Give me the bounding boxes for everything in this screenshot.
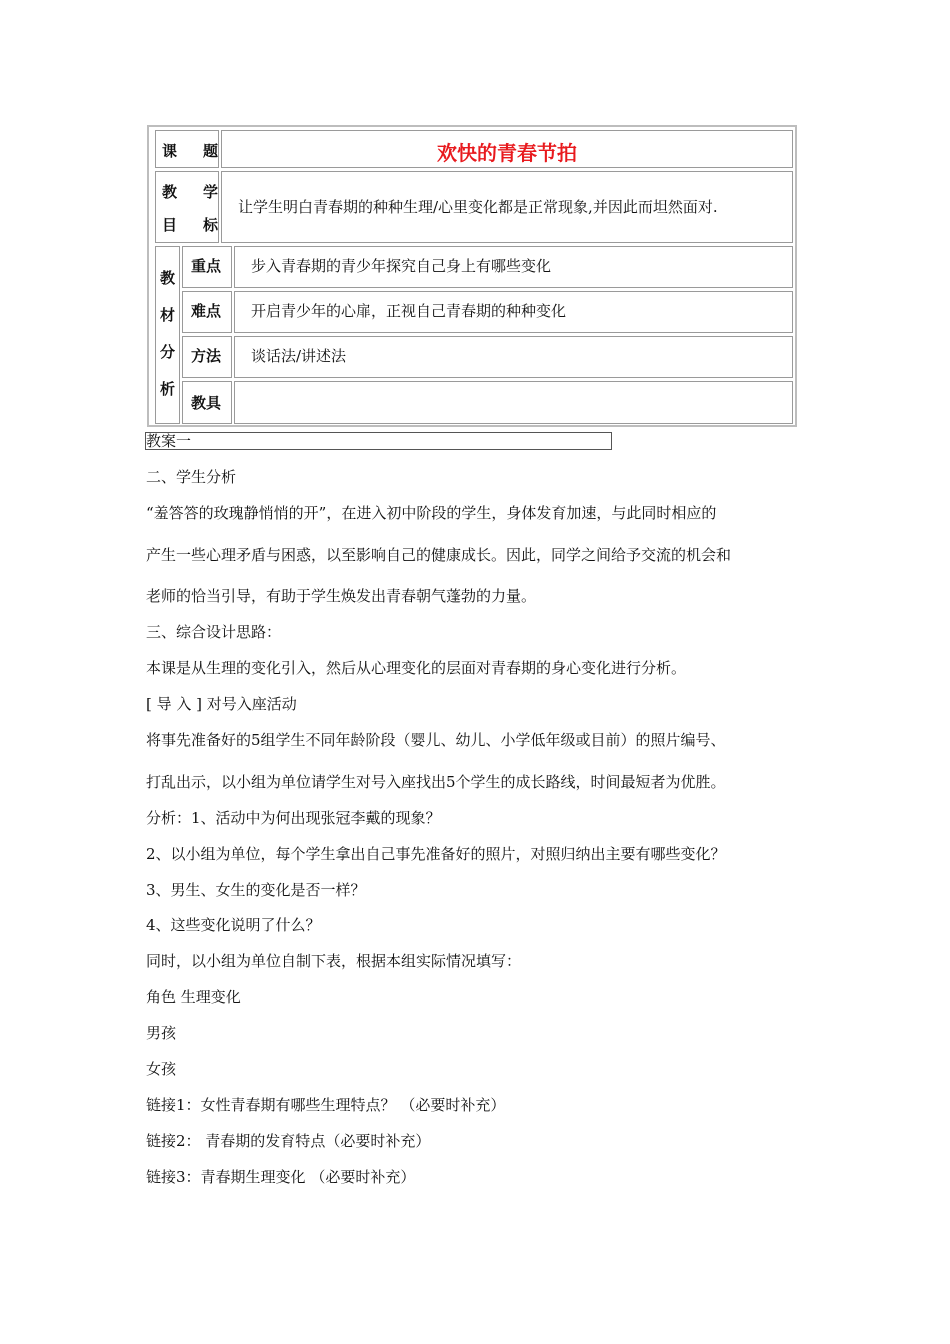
paragraph-line: 老师的恰当引导，有助于学生焕发出青春朝气蓬勃的力量。 xyxy=(146,587,537,605)
paragraph-line: 本课是从生理的变化引入，然后从心理变化的层面对青春期的身心变化进行分析。 xyxy=(146,659,687,677)
analysis-row-value-cell xyxy=(234,246,793,288)
goal-label-cell xyxy=(155,171,219,243)
paragraph-line: 产生一些心理矛盾与困惑，以至影响自己的健康成长。因此，同学之间给予交流的机会和 xyxy=(146,546,732,564)
table-header-line: 角色 生理变化 xyxy=(146,988,241,1006)
caption: 教案一 xyxy=(146,432,192,450)
analysis-label-char-2: 材 xyxy=(160,306,176,324)
analysis-row-label-cell xyxy=(182,291,232,333)
goal-label-char-1: 教 xyxy=(162,183,178,201)
analysis-label-char-3: 分 xyxy=(160,343,176,361)
link-line: 链接2： 青春期的发育特点（必要时补充） xyxy=(146,1132,431,1150)
method-label: 方法 xyxy=(191,347,222,365)
goal-label-char-4: 标 xyxy=(203,216,219,234)
method-value: 谈话法/讲述法 xyxy=(251,347,347,365)
link-line: 链接3：青春期生理变化 （必要时补充） xyxy=(146,1168,416,1186)
analysis-label-cell xyxy=(155,246,180,424)
lesson-info-table xyxy=(147,125,797,427)
caption-box xyxy=(145,432,612,450)
difficulty-label: 难点 xyxy=(191,302,222,320)
paragraph-line: 同时，以小组为单位自制下表，根据本组实际情况填写： xyxy=(146,952,522,970)
lesson-title: 欢快的青春节拍 xyxy=(437,141,577,165)
topic-label-char-2: 题 xyxy=(203,142,219,160)
paragraph-line: “羞答答的玫瑰静悄悄的开”，在进入初中阶段的学生，身体发育加速，与此同时相应的 xyxy=(146,504,717,522)
goal-value-cell xyxy=(221,171,793,243)
teaching-aids-label: 教具 xyxy=(191,394,222,412)
intro-activity-heading: [ 导 入 ] 对号入座活动 xyxy=(146,695,297,713)
analysis-row-label-cell xyxy=(182,336,232,378)
table-row-boy: 男孩 xyxy=(146,1024,177,1042)
difficulty-value: 开启青少年的心扉，正视自己青春期的种种变化 xyxy=(251,302,567,320)
topic-value-cell xyxy=(221,130,793,168)
paragraph-line: 打乱出示，以小组为单位请学生对号入座找出5个学生的成长路线，时间最短者为优胜。 xyxy=(146,773,726,791)
section-heading-design: 三、综合设计思路： xyxy=(146,623,282,641)
question-line: 分析：1、活动中为何出现张冠李戴的现象？ xyxy=(146,809,441,827)
analysis-row-label-cell xyxy=(182,381,232,424)
analysis-row-label-cell xyxy=(182,246,232,288)
analysis-label-char-4: 析 xyxy=(160,380,176,398)
paragraph-line: 将事先准备好的5组学生不同年龄阶段（婴儿、幼儿、小学低年级或目前）的照片编号、 xyxy=(146,731,726,749)
key-point-label: 重点 xyxy=(191,257,222,275)
goal-label-char-3: 目 xyxy=(162,216,178,234)
section-heading-student-analysis: 二、学生分析 xyxy=(146,468,237,486)
analysis-row-value-cell xyxy=(234,291,793,333)
topic-label-char-1: 课 xyxy=(162,142,178,160)
question-line: 4、这些变化说明了什么？ xyxy=(146,916,321,934)
goal-text: 让学生明白青春期的种种生理/心里变化都是正常现象,并因此而坦然面对. xyxy=(238,198,718,216)
analysis-row-value-cell xyxy=(234,381,793,424)
link-line: 链接1：女性青春期有哪些生理特点？ （必要时补充） xyxy=(146,1096,506,1114)
analysis-label-char-1: 教 xyxy=(160,269,176,287)
goal-label-char-2: 学 xyxy=(203,183,219,201)
key-point-value: 步入青春期的青少年探究自己身上有哪些变化 xyxy=(251,257,552,275)
question-line: 3、男生、女生的变化是否一样？ xyxy=(146,881,366,899)
topic-label-cell xyxy=(155,130,219,168)
table-row-girl: 女孩 xyxy=(146,1060,177,1078)
analysis-row-value-cell xyxy=(234,336,793,378)
question-line: 2、以小组为单位，每个学生拿出自己事先准备好的照片，对照归纳出主要有哪些变化？ xyxy=(146,845,726,863)
